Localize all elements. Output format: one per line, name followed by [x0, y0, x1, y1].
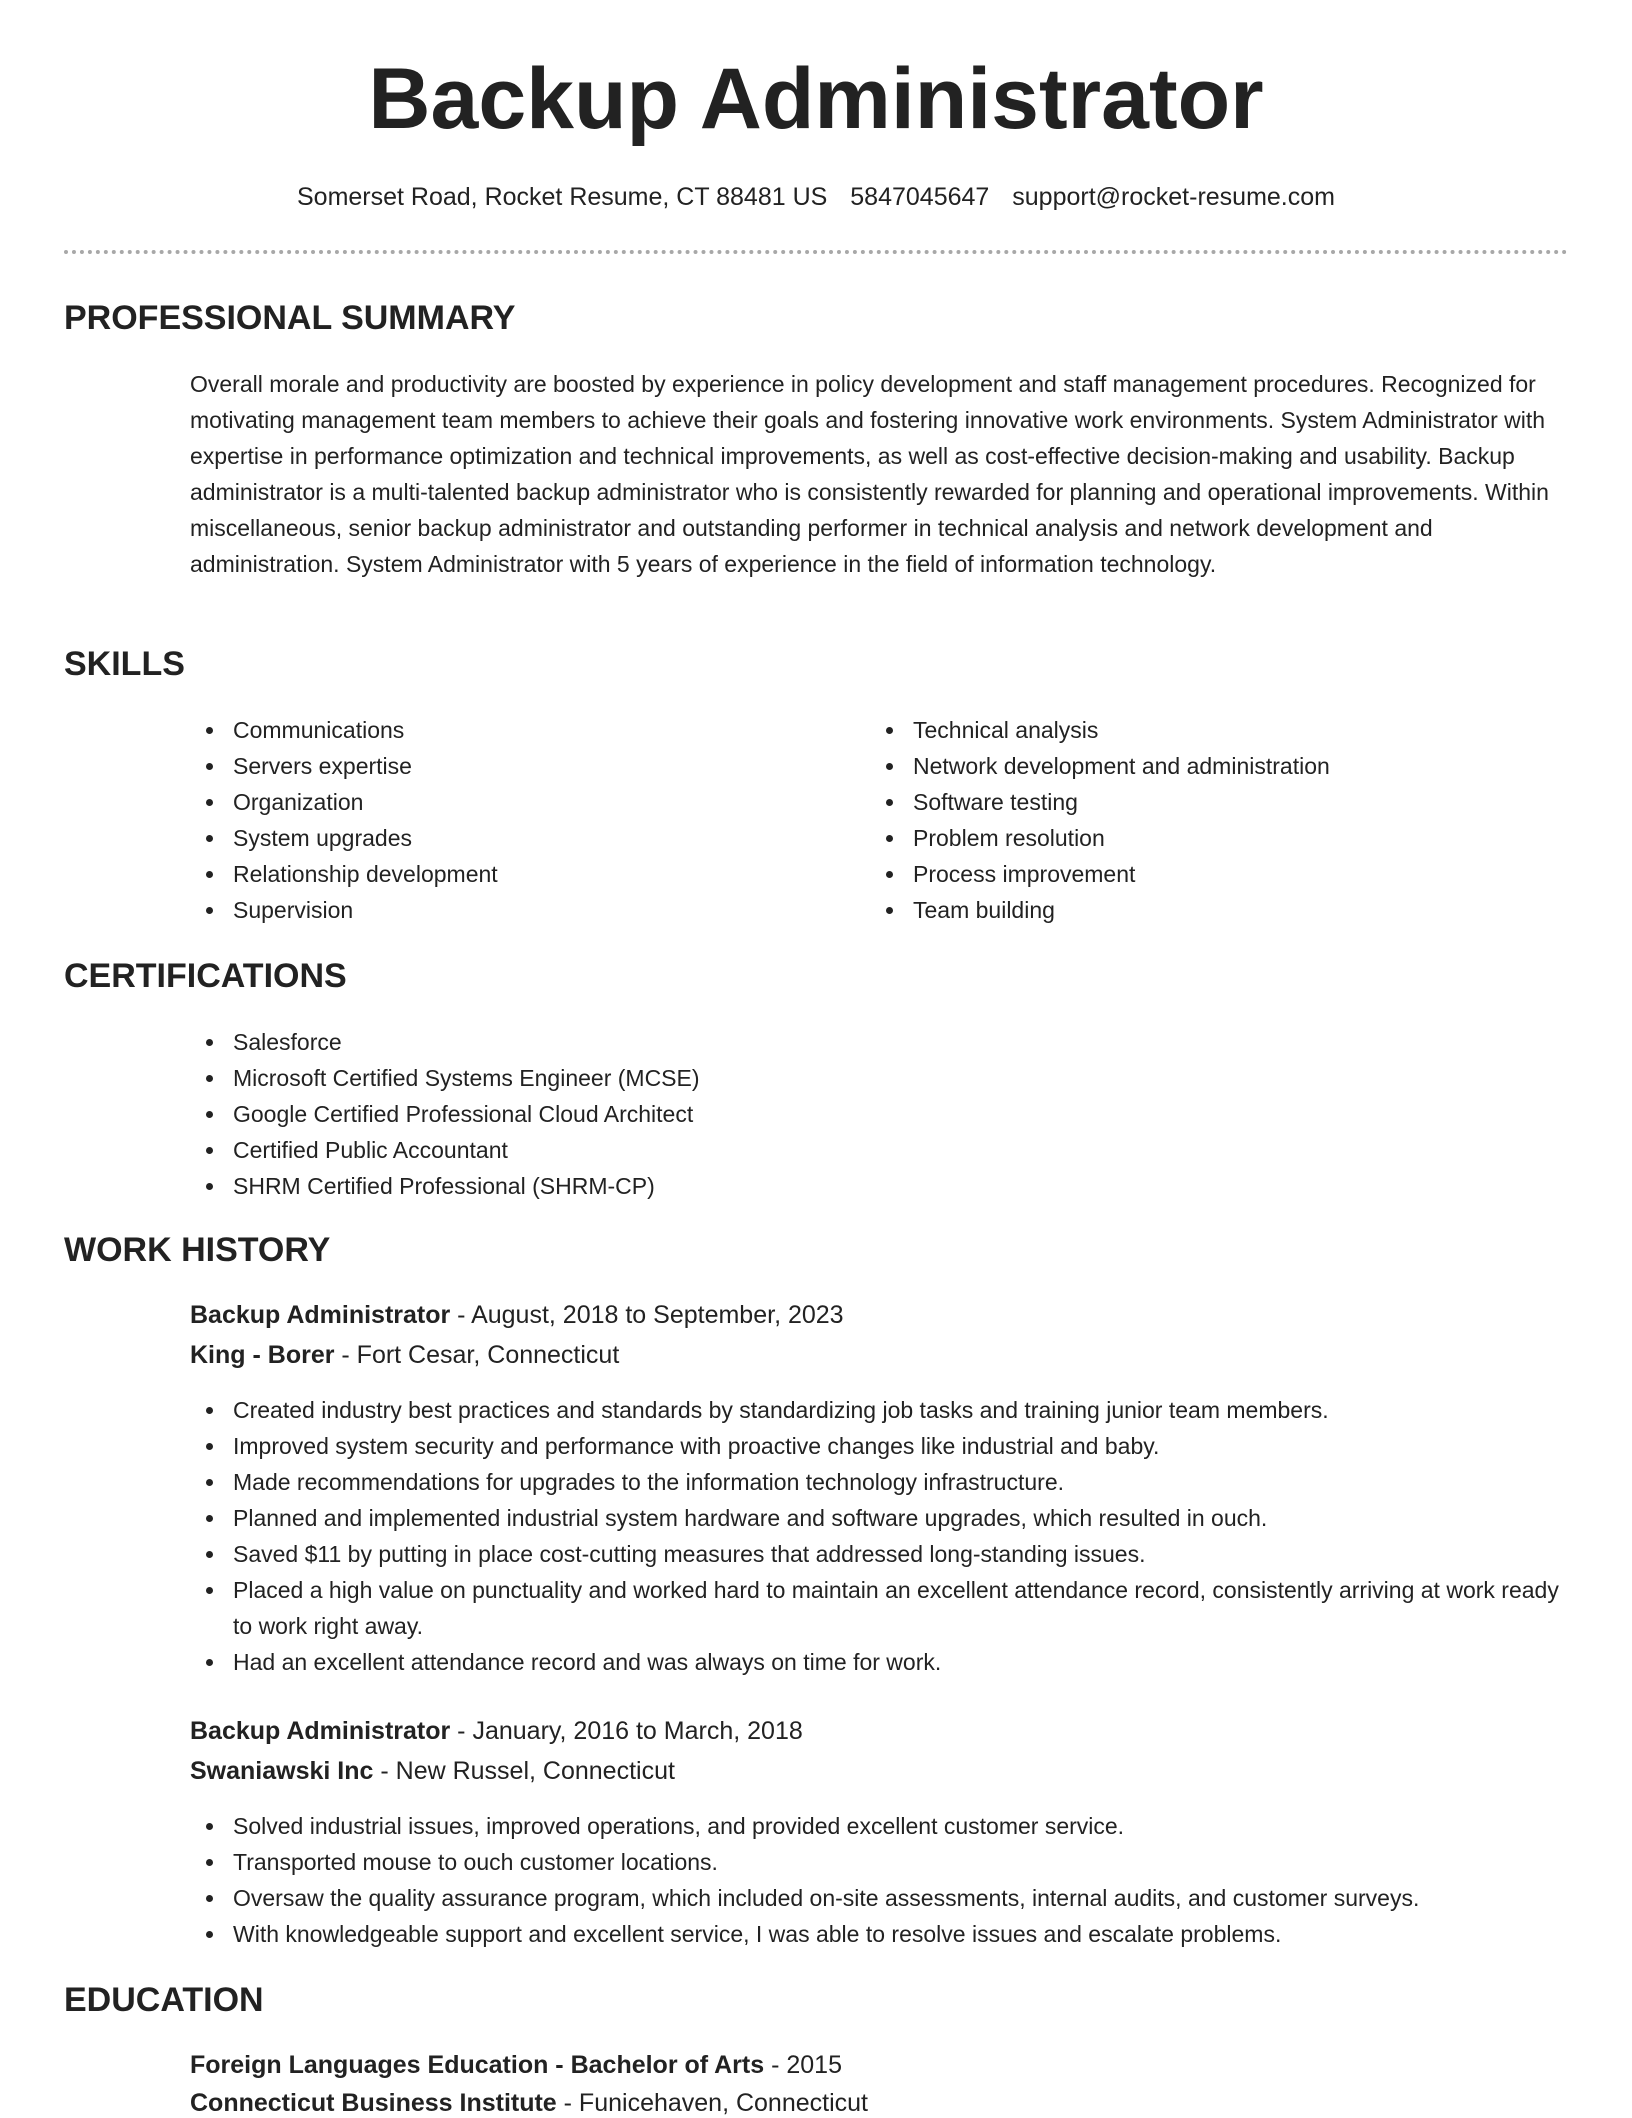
contact-address: Somerset Road, Rocket Resume, CT 88481 US [296, 183, 828, 211]
header-divider [64, 250, 1568, 254]
bullet-icon [206, 1407, 213, 1414]
list-item: Organization [190, 784, 830, 820]
list-item: Team building [870, 892, 1570, 928]
job-title-line [190, 1716, 803, 1746]
job-location: - New Russel, Connecticut [373, 1757, 675, 1785]
contact-phone: 5847045647 [850, 183, 990, 211]
job-company-line [190, 1756, 675, 1786]
summary-heading: PROFESSIONAL SUMMARY [64, 299, 516, 337]
bullet-icon [886, 835, 893, 842]
list-item: Communications [190, 712, 830, 748]
list-item: With knowledgeable support and excellent service, I was able to resolve issues and escalate problems. [190, 1916, 1570, 1952]
list-item: Transported mouse to ouch customer locations. [190, 1844, 1570, 1880]
bullet-icon [206, 727, 213, 734]
job-duties-list [190, 1808, 1570, 1952]
certifications-list [190, 1024, 1570, 1204]
list-item: Microsoft Certified Systems Engineer (MCSE) [190, 1060, 1570, 1096]
job-dates: - August, 2018 to September, 2023 [450, 1301, 844, 1329]
bullet-icon [206, 1111, 213, 1118]
bullet-icon [206, 1039, 213, 1046]
list-item: Made recommendations for upgrades to the information technology infrastructure. [190, 1464, 1570, 1500]
list-item: Placed a high value on punctuality and worked hard to maintain an excellent attendance record, consistently arriving at work ready to work right away. [190, 1572, 1570, 1644]
skills-heading: SKILLS [64, 645, 185, 683]
bullet-icon [206, 1479, 213, 1486]
list-item: System upgrades [190, 820, 830, 856]
list-item: Relationship development [190, 856, 830, 892]
list-item: Software testing [870, 784, 1570, 820]
job-company: Swaniawski Inc [190, 1757, 374, 1785]
bullet-icon [886, 871, 893, 878]
list-item: Created industry best practices and standards by standardizing job tasks and training junior team members. [190, 1392, 1570, 1428]
bullet-icon [206, 1183, 213, 1190]
bullet-icon [206, 1823, 213, 1830]
contact-email[interactable]: support@rocket-resume.com [1012, 183, 1335, 211]
bullet-icon [206, 1075, 213, 1082]
education-school-line [190, 2088, 868, 2118]
bullet-icon [206, 1147, 213, 1154]
education-school: Connecticut Business Institute [190, 2089, 557, 2117]
job-role: Backup Administrator [190, 1717, 451, 1745]
list-item: Oversaw the quality assurance program, which included on-site assessments, internal audits, and customer surveys. [190, 1880, 1570, 1916]
job-dates: - January, 2016 to March, 2018 [450, 1717, 803, 1745]
bullet-icon [206, 1587, 213, 1594]
list-item: Improved system security and performance with proactive changes like industrial and baby. [190, 1428, 1570, 1464]
bullet-icon [206, 871, 213, 878]
education-heading: EDUCATION [64, 1981, 264, 2019]
skills-list-left [190, 712, 830, 928]
list-item: Had an excellent attendance record and was always on time for work. [190, 1644, 1570, 1680]
list-item: Technical analysis [870, 712, 1570, 748]
job-company: King - Borer [190, 1341, 335, 1369]
education-location: - Funicehaven, Connecticut [556, 2089, 868, 2117]
education-year: - 2015 [764, 2051, 842, 2079]
contact-line [0, 182, 1632, 212]
list-item: Planned and implemented industrial system hardware and software upgrades, which resulted in ouch. [190, 1500, 1570, 1536]
resume-name: Backup Administrator [368, 51, 1264, 147]
list-item: Salesforce [190, 1024, 1570, 1060]
bullet-icon [206, 763, 213, 770]
job-company-line [190, 1340, 619, 1370]
bullet-icon [206, 1931, 213, 1938]
bullet-icon [206, 835, 213, 842]
list-item: Servers expertise [190, 748, 830, 784]
summary-text: Overall morale and productivity are boosted by experience in policy development and staff management procedures. Recognized for motivating management team members to achieve their goals and fostering innovative work environments. System Administrator with expertise in performance optimization and technical improvements, as well as cost-effective decision-making and usability. Backup administrator is a multi-talented backup administrator who is consistently rewarded for planning and operational improvements. Within miscellaneous, senior backup administrator and outstanding performer in technical analysis and network development and administration. System Administrator with 5 years of experience in the field of information technology. [190, 371, 1549, 577]
bullet-icon [206, 1515, 213, 1522]
job-location: - Fort Cesar, Connecticut [334, 1341, 620, 1369]
job-duties-list [190, 1392, 1570, 1680]
list-item: Supervision [190, 892, 830, 928]
list-item: SHRM Certified Professional (SHRM-CP) [190, 1168, 1570, 1204]
bullet-icon [206, 1443, 213, 1450]
bullet-icon [206, 1895, 213, 1902]
list-item: Network development and administration [870, 748, 1570, 784]
list-item: Solved industrial issues, improved operations, and provided excellent customer service. [190, 1808, 1570, 1844]
bullet-icon [886, 727, 893, 734]
bullet-icon [206, 799, 213, 806]
job-role: Backup Administrator [190, 1301, 451, 1329]
list-item: Saved $11 by putting in place cost-cutting measures that addressed long-standing issues. [190, 1536, 1570, 1572]
certifications-heading: CERTIFICATIONS [64, 957, 347, 995]
list-item: Certified Public Accountant [190, 1132, 1570, 1168]
bullet-icon [206, 1859, 213, 1866]
education-degree-line [190, 2050, 842, 2080]
bullet-icon [206, 907, 213, 914]
list-item: Google Certified Professional Cloud Architect [190, 1096, 1570, 1132]
bullet-icon [886, 763, 893, 770]
bullet-icon [886, 799, 893, 806]
job-title-line [190, 1300, 844, 1330]
work-history-heading: WORK HISTORY [64, 1231, 331, 1269]
bullet-icon [206, 1659, 213, 1666]
list-item: Process improvement [870, 856, 1570, 892]
education-degree: Foreign Languages Education - Bachelor of Arts [190, 2051, 765, 2079]
bullet-icon [886, 907, 893, 914]
bullet-icon [206, 1551, 213, 1558]
list-item: Problem resolution [870, 820, 1570, 856]
skills-list-right [870, 712, 1570, 928]
